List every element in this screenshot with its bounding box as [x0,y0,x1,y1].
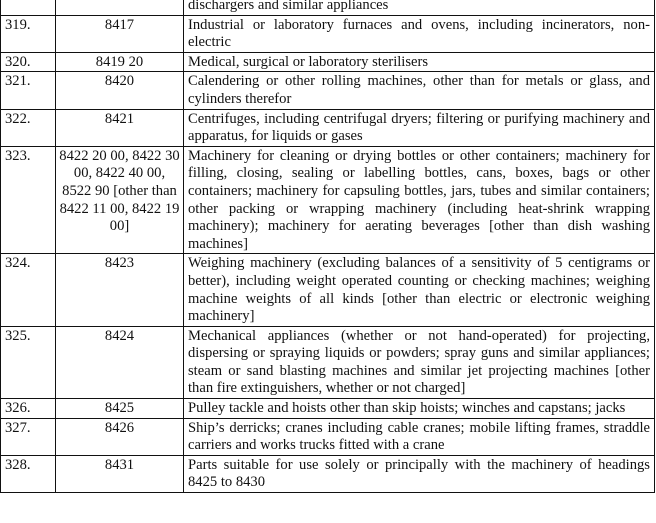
serial-number-cell: 325. [1,326,56,398]
heading-code-cell: 8426 [56,418,184,455]
heading-code-cell: 8422 20 00, 8422 30 00, 8422 40 00, 8522 90 [other than 8422 11 00, 8422 19 00] [56,146,184,254]
heading-code-cell: 8425 [56,399,184,419]
description-cell: Machinery for cleaning or drying bottles or other containers; machinery for filling, closing, sealing or labelling bottles, cans, boxes, bags or other containers; machinery for capsuling bottles, jars, tubes and similar containers; other packing or wrapping machinery (including heat-shrink wrapping machinery); machinery for aerating beverages [other than dish washing machines] [184,146,655,254]
serial-number-cell: 326. [1,399,56,419]
description-cell: Ship’s derricks; cranes including cable cranes; mobile lifting frames, straddle carriers and works trucks fitted with a crane [184,418,655,455]
heading-code-cell: 8424 [56,326,184,398]
serial-number-cell: 319. [1,15,56,52]
table-row [1,52,655,72]
serial-number-cell: 327. [1,418,56,455]
description-cell: dischargers and similar appliances [184,0,655,15]
table-row [1,399,655,419]
description-cell: Centrifuges, including centrifugal dryers; filtering or purifying machinery and apparatus, for liquids or gases [184,109,655,146]
description-cell: Medical, surgical or laboratory sterilisers [184,52,655,72]
serial-number-cell [1,0,56,15]
description-cell: Parts suitable for use solely or principally with the machinery of headings 8425 to 8430 [184,455,655,492]
serial-number-cell: 320. [1,52,56,72]
serial-number-cell: 322. [1,109,56,146]
table-row [1,326,655,398]
heading-code-cell: 8421 [56,109,184,146]
serial-number-cell: 324. [1,254,56,326]
heading-code-cell [56,0,184,15]
heading-code-cell: 8423 [56,254,184,326]
table-row [1,72,655,109]
serial-number-cell: 321. [1,72,56,109]
table-row [1,146,655,254]
table-row [1,455,655,492]
heading-code-cell: 8417 [56,15,184,52]
description-cell: Pulley tackle and hoists other than skip hoists; winches and capstans; jacks [184,399,655,419]
serial-number-cell: 323. [1,146,56,254]
description-cell: Weighing machinery (excluding balances of a sensitivity of 5 centigrams or better), including weight operated counting or checking machines; weighing machine weights of all kinds [other than electric or electronic weighing machinery] [184,254,655,326]
table-row [1,109,655,146]
heading-code-cell: 8431 [56,455,184,492]
description-cell: Calendering or other rolling machines, other than for metals or glass, and cylinders therefor [184,72,655,109]
heading-code-cell: 8419 20 [56,52,184,72]
heading-code-cell: 8420 [56,72,184,109]
serial-number-cell: 328. [1,455,56,492]
description-cell: Industrial or laboratory furnaces and ovens, including incinerators, non-electric [184,15,655,52]
table-row [1,15,655,52]
table-row [1,0,655,15]
table-row [1,418,655,455]
description-cell: Mechanical appliances (whether or not hand-operated) for projecting, dispersing or spraying liquids or powders; spray guns and similar appliances; steam or sand blasting machines and similar jet projecting machines [other than fire extinguishers, whether or not charged] [184,326,655,398]
table-row [1,254,655,326]
